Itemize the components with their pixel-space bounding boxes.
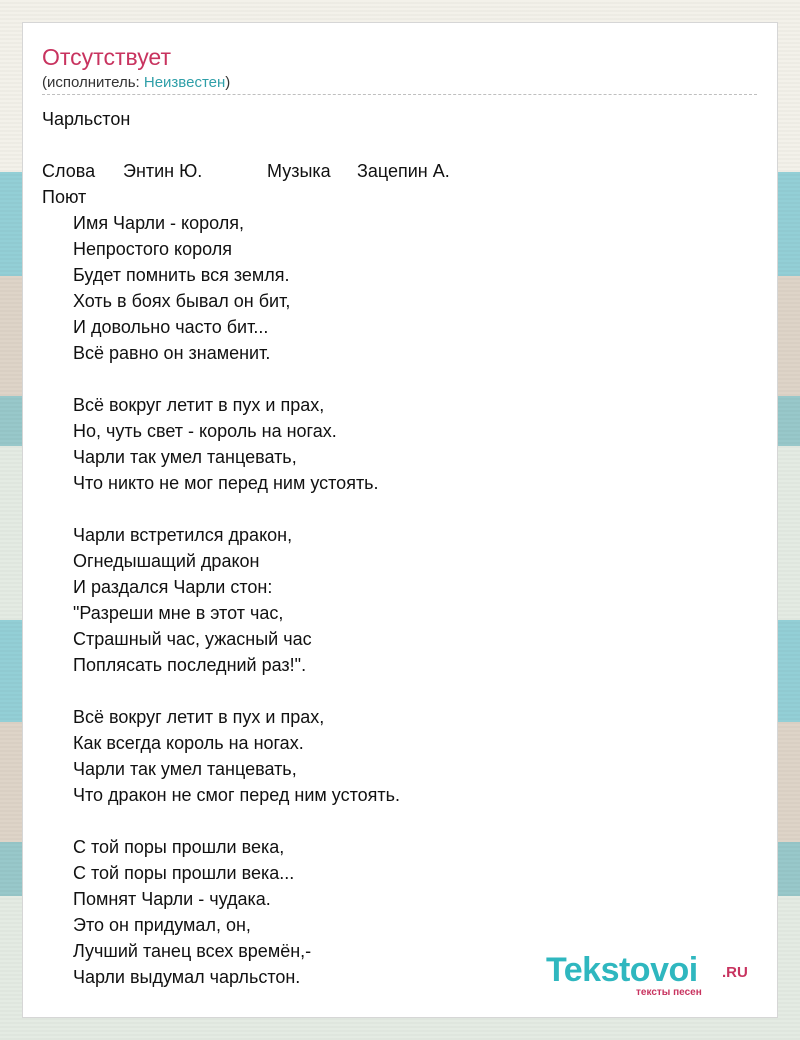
header-divider [42,94,757,95]
lyric-line: С той поры прошли века, [73,837,285,857]
lyric-line: Это он придумал, он, [73,915,251,935]
lyric-line: Чарли так умел танцевать, [73,759,297,779]
artist-line [42,74,230,92]
logo-domain: .RU [722,964,748,981]
lyric-line: Чарли выдумал чарльстон. [73,967,301,987]
song-credits [42,158,762,184]
lyric-line: Помнят Чарли - чудака. [73,889,271,909]
artist-suffix: ) [225,74,231,91]
lyric-line: Всё вокруг летит в пух и прах, [73,707,325,727]
lyric-line: Чарли встретился дракон, [73,525,293,545]
lyric-line: С той поры прошли века... [73,863,295,883]
song-name: Чарльстон [42,109,131,129]
performers-label: Поют [42,187,87,207]
lyric-line: И раздался Чарли стон: [73,577,273,597]
lyrics-text [42,106,762,990]
lyric-line: Всё вокруг летит в пух и прах, [73,395,325,415]
blank-line [42,496,762,522]
verse-3 [42,522,762,678]
verse-1 [42,210,762,366]
lyrics-card [22,22,778,1018]
lyric-line: Имя Чарли - короля, [73,213,244,233]
lyric-line: Что дракон не смог перед ним устоять. [73,785,400,805]
blank-line [42,366,762,392]
logo-tagline: тексты песен [636,987,702,998]
page-title: Отсутствует [42,44,171,70]
music-author: Зацепин А. [357,161,450,181]
lyric-line: Страшный час, ужасный час [73,629,312,649]
lyric-line: Огнедышащий дракон [73,551,260,571]
artist-link[interactable]: Неизвестен [143,74,226,91]
artist-prefix: (исполнитель: [42,74,144,91]
lyric-line: Всё равно он знаменит. [73,343,271,363]
music-label: Музыка [267,161,331,181]
words-author: Энтин Ю. [123,161,203,181]
lyric-line: Будет помнить вся земля. [73,265,290,285]
verse-4 [42,704,762,808]
lyric-line: Поплясать последний раз!". [73,655,307,675]
words-label: Слова [42,161,96,181]
blank-line [42,808,762,834]
blank-line [42,132,762,158]
verse-2 [42,392,762,496]
lyric-line: Непростого короля [73,239,232,259]
site-logo[interactable] [546,950,756,998]
lyric-line: Чарли так умел танцевать, [73,447,297,467]
lyric-line: Но, чуть свет - король на ногах. [73,421,337,441]
lyric-line: Лучший танец всех времён,- [73,941,312,961]
logo-wordmark: Tekstovoi [546,951,698,989]
lyric-line: "Разреши мне в этот час, [73,603,284,623]
lyric-line: И довольно часто бит... [73,317,269,337]
lyric-line: Как всегда король на ногах. [73,733,304,753]
lyric-line: Что никто не мог перед ним устоять. [73,473,379,493]
blank-line [42,678,762,704]
lyric-line: Хоть в боях бывал он бит, [73,291,291,311]
